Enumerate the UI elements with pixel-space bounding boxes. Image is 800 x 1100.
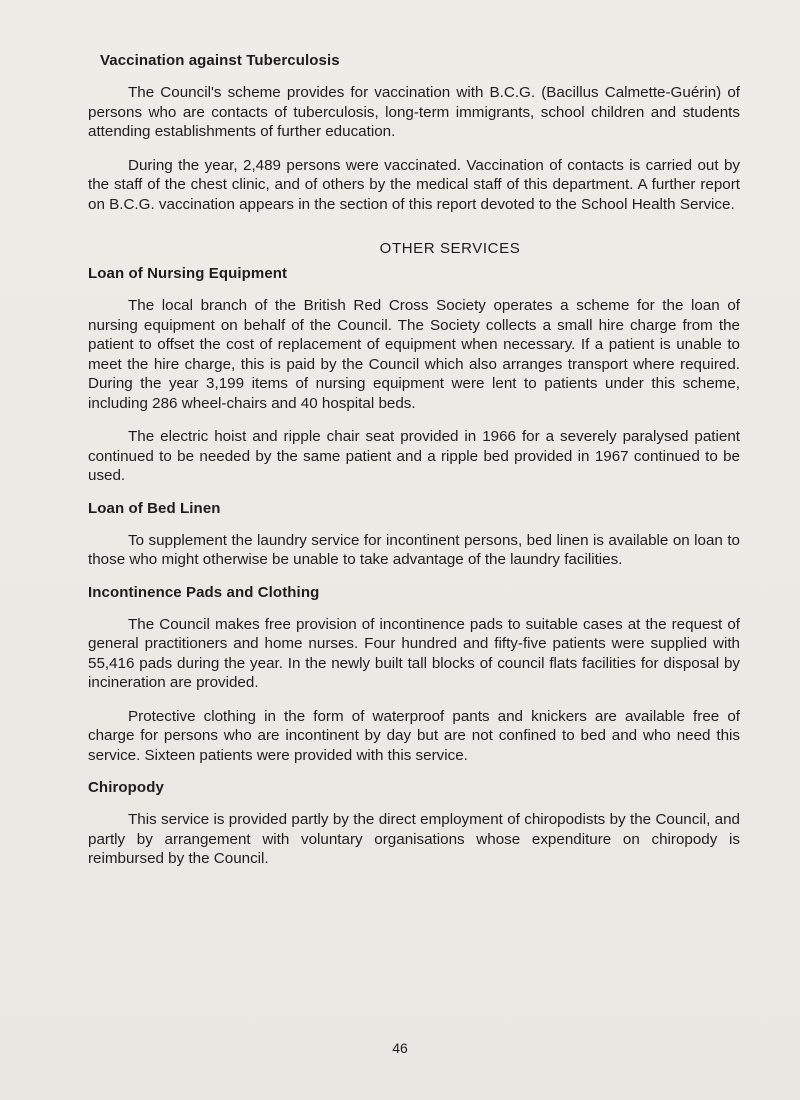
other-services-title: OTHER SERVICES bbox=[379, 240, 521, 257]
paragraph-nursing-equipment-1: The local branch of the British Red Cross Society operates a scheme for the loan of nursing equipment on behalf of the Council. The Society collects a small hire charge from the patient to offset the cost of replacement of equipment when necessary. If a patient is unable to meet the hire charge, this is paid by the Council which also arranges transport where required. During the year 3,199 items of nursing equipment were lent to patients under this scheme, including 286 wheel-chairs and 40 hospital beds. bbox=[88, 297, 740, 412]
paragraph-bed-linen-1: To supplement the laundry service for incontinent persons, bed linen is available on loan to those who might otherwise be unable to take advantage of the laundry facilities. bbox=[88, 531, 740, 568]
heading-nursing-equipment: Loan of Nursing Equipment bbox=[88, 265, 288, 282]
page-content bbox=[88, 52, 740, 883]
paragraph-vaccination-2: During the year, 2,489 persons were vaccinated. Vaccination of contacts is carried out by the staff of the chest clinic, and of others by the medical staff of this department. A further report on B.C.G. vaccination appears in the section of this report devoted to the School Health Service. bbox=[88, 156, 740, 213]
heading-incontinence: Incontinence Pads and Clothing bbox=[88, 583, 320, 601]
paragraph-nursing-equipment-2: The electric hoist and ripple chair seat provided in 1966 for a severely paralysed patient continued to be needed by the same patient and a ripple bed provided in 1967 continued to be used. bbox=[88, 428, 740, 484]
paragraph-chiropody-1: This service is provided partly by the direct employment of chiropodists by the Council, and partly by arrangement with voluntary organisations whose expenditure on chiropody is reimbursed by the Council. bbox=[88, 811, 740, 867]
paragraph-vaccination-1: The Council's scheme provides for vaccination with B.C.G. (Bacillus Calmette-Guérin) of persons who are contacts of tuberculosis, long-term immigrants, school children and students attending establishments of further education. bbox=[88, 84, 740, 140]
paragraph-incontinence-1: The Council makes free provision of incontinence pads to suitable cases at the request of general practitioners and home nurses. Four hundred and fifty-five patients were supplied with 55,416 pads during the year. In the newly built tall blocks of council flats facilities for disposal by incineration are provided. bbox=[88, 615, 740, 691]
heading-vaccination: Vaccination against Tuberculosis bbox=[100, 52, 340, 69]
heading-bed-linen: Loan of Bed Linen bbox=[88, 499, 221, 517]
page-number: 46 bbox=[392, 1040, 408, 1056]
paragraph-incontinence-2: Protective clothing in the form of waterproof pants and knickers are available free of charge for persons who are incontinent by day but are not confined to bed and who need this service. Sixteen patients were provided with this service. bbox=[88, 707, 740, 764]
heading-chiropody: Chiropody bbox=[88, 779, 164, 796]
